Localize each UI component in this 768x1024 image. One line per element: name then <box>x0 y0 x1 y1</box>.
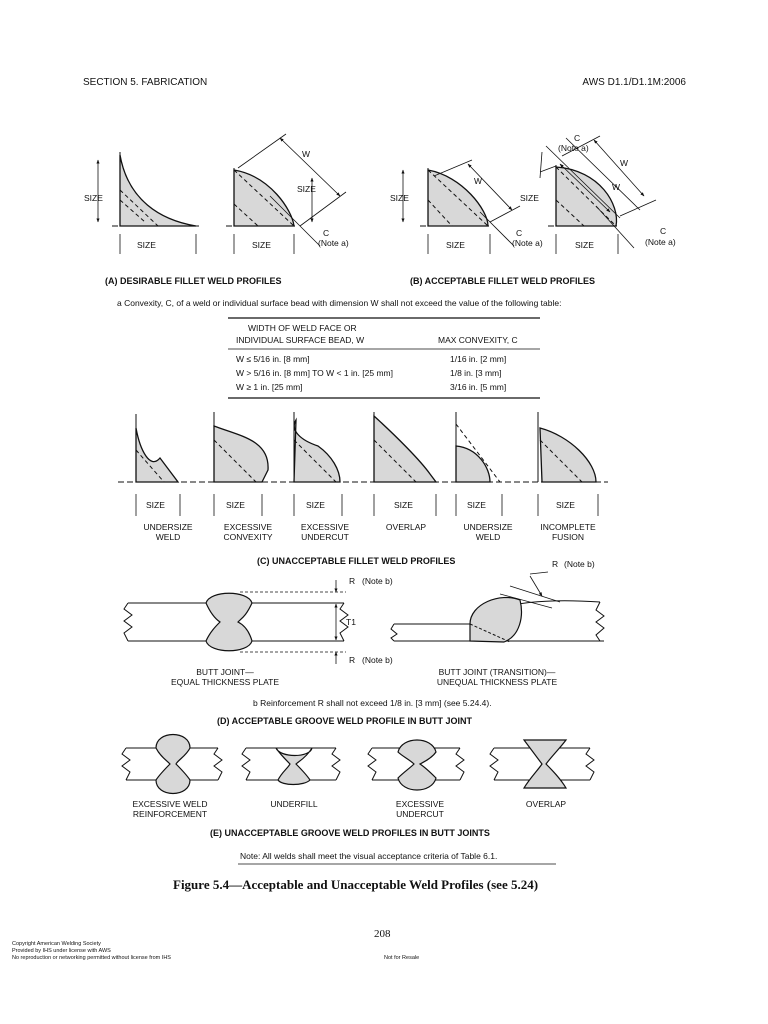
note-b-label-bottom: (Note b) <box>362 655 393 665</box>
w-label-a2: W <box>302 149 311 159</box>
standard-id: AWS D1.1/D1.1M:2006 <box>582 77 686 88</box>
butt-joint-transition <box>391 572 604 642</box>
table-header-w-line2: INDIVIDUAL SURFACE BEAD, W <box>236 335 365 345</box>
caption-panel-d: (D) ACCEPTABLE GROOVE WELD PROFILE IN BUTT JOINT <box>217 716 472 726</box>
size-label-b2-vertical: SIZE <box>520 193 539 203</box>
fillet-undersize-2 <box>456 412 500 482</box>
label-undersize-weld-2: UNDERSIZE WELD <box>463 522 513 542</box>
table-cell-c-1: 1/8 in. [3 mm] <box>450 368 502 378</box>
table-header-c: MAX CONVEXITY, C <box>438 335 518 345</box>
label-overlap: OVERLAP <box>385 522 427 532</box>
note-a-label-b1: (Note a) <box>512 238 543 248</box>
c-label-b2-top: C <box>574 133 581 143</box>
not-for-resale: Not for Resale <box>384 955 420 961</box>
label-excessive-convexity: EXCESSIVE CONVEXITY <box>223 522 273 542</box>
note-b-label-top: (Note b) <box>362 576 393 586</box>
groove-overlap <box>490 740 594 788</box>
fillet-excessive-undercut <box>294 412 340 482</box>
w-label-b2-inner: W <box>612 182 621 192</box>
r-label-bottom: R <box>349 655 356 665</box>
fillet-excessive-convexity <box>214 412 268 482</box>
size-label-c1: SIZE <box>146 500 165 510</box>
fillet-overlap <box>374 412 436 482</box>
copyright-footer: Copyright American Welding Society Provided by IHS under license with AWS No reproduction or networking permitted without license from IHS <box>12 941 171 961</box>
label-groove-overlap: OVERLAP <box>525 799 567 809</box>
size-label-c3: SIZE <box>306 500 325 510</box>
table-cell-w-1: W > 5/16 in. [8 mm] TO W < 1 in. [25 mm] <box>236 368 393 378</box>
page-number: 208 <box>374 928 391 940</box>
caption-panel-a: (A) DESIRABLE FILLET WELD PROFILES <box>105 276 282 286</box>
note-b-text: b Reinforcement R shall not exceed 1/8 in. [3 mm] (see 5.24.4). <box>253 698 492 708</box>
r-label-top: R <box>349 576 356 586</box>
size-label-a1-vertical: SIZE <box>84 193 103 203</box>
size-label-c4: SIZE <box>394 500 413 510</box>
w-label-b1: W <box>474 176 483 186</box>
table-cell-w-2: W ≥ 1 in. [25 mm] <box>236 382 303 392</box>
groove-excessive-undercut <box>368 740 464 790</box>
fillet-desirable-convex <box>226 168 298 226</box>
label-excessive-undercut: EXCESSIVE UNDERCUT <box>300 522 350 542</box>
table-cell-c-2: 3/16 in. [5 mm] <box>450 382 507 392</box>
size-label-a2-horizontal: SIZE <box>252 240 271 250</box>
figure-title: Figure 5.4—Acceptable and Unacceptable Weld Profiles (see 5.24) <box>173 877 539 892</box>
fillet-undersize <box>136 414 178 482</box>
label-butt-joint-equal: BUTT JOINT— EQUAL THICKNESS PLATE <box>170 667 279 687</box>
table-cell-w-0: W ≤ 5/16 in. [8 mm] <box>236 354 310 364</box>
note-a-text: a Convexity, C, of a weld or individual surface bead with dimension W shall not exceed the value of the following table: <box>117 298 562 308</box>
size-label-c6: SIZE <box>556 500 575 510</box>
note-a-label-b2: (Note a) <box>645 237 676 247</box>
table-header-w-line1: WIDTH OF WELD FACE OR <box>248 323 357 333</box>
table-cell-c-0: 1/16 in. [2 mm] <box>450 354 507 364</box>
fillet-incomplete-fusion <box>538 412 596 482</box>
caption-panel-c: (C) UNACCEPTABLE FILLET WELD PROFILES <box>257 556 456 566</box>
size-label-c5: SIZE <box>467 500 486 510</box>
butt-joint-equal <box>124 580 348 664</box>
note-a-label-b2-top: (Note a) <box>558 143 589 153</box>
label-butt-joint-transition: BUTT JOINT (TRANSITION)— UNEQUAL THICKNESS PLATE <box>436 667 558 687</box>
c-label-b1: C <box>516 228 523 238</box>
fillet-acceptable-2 <box>548 165 620 226</box>
groove-excessive-reinforcement <box>122 735 222 794</box>
t1-label: T1 <box>346 617 356 627</box>
r-label-transition: R <box>552 559 559 569</box>
caption-panel-b: (B) ACCEPTABLE FILLET WELD PROFILES <box>410 276 595 286</box>
label-undersize-weld: UNDERSIZE WELD <box>143 522 193 542</box>
label-groove-excessive-undercut: EXCESSIVE UNDERCUT <box>395 799 445 819</box>
caption-panel-e: (E) UNACCEPTABLE GROOVE WELD PROFILES IN BUTT JOINTS <box>210 828 490 838</box>
label-underfill: UNDERFILL <box>270 799 318 809</box>
size-label-a2-vertical: SIZE <box>297 184 316 194</box>
c-label-a2: C <box>323 228 330 238</box>
size-label-c2: SIZE <box>226 500 245 510</box>
note-a-label-a2: (Note a) <box>318 238 349 248</box>
visual-acceptance-note: Note: All welds shall meet the visual acceptance criteria of Table 6.1. <box>240 851 498 861</box>
fillet-desirable-concave <box>112 152 202 226</box>
size-label-b2-horizontal: SIZE <box>575 240 594 250</box>
note-b-label-transition: (Note b) <box>564 559 595 569</box>
size-label-b1-horizontal: SIZE <box>446 240 465 250</box>
size-label-a1-horizontal: SIZE <box>137 240 156 250</box>
label-incomplete-fusion: INCOMPLETE FUSION <box>540 522 596 542</box>
c-label-b2: C <box>660 226 667 236</box>
section-header: SECTION 5. FABRICATION <box>83 77 208 88</box>
groove-underfill <box>242 748 340 785</box>
w-label-b2-outer: W <box>620 158 629 168</box>
label-excessive-weld-reinforcement: EXCESSIVE WELD REINFORCEMENT <box>132 799 208 819</box>
size-label-b1-vertical: SIZE <box>390 193 409 203</box>
